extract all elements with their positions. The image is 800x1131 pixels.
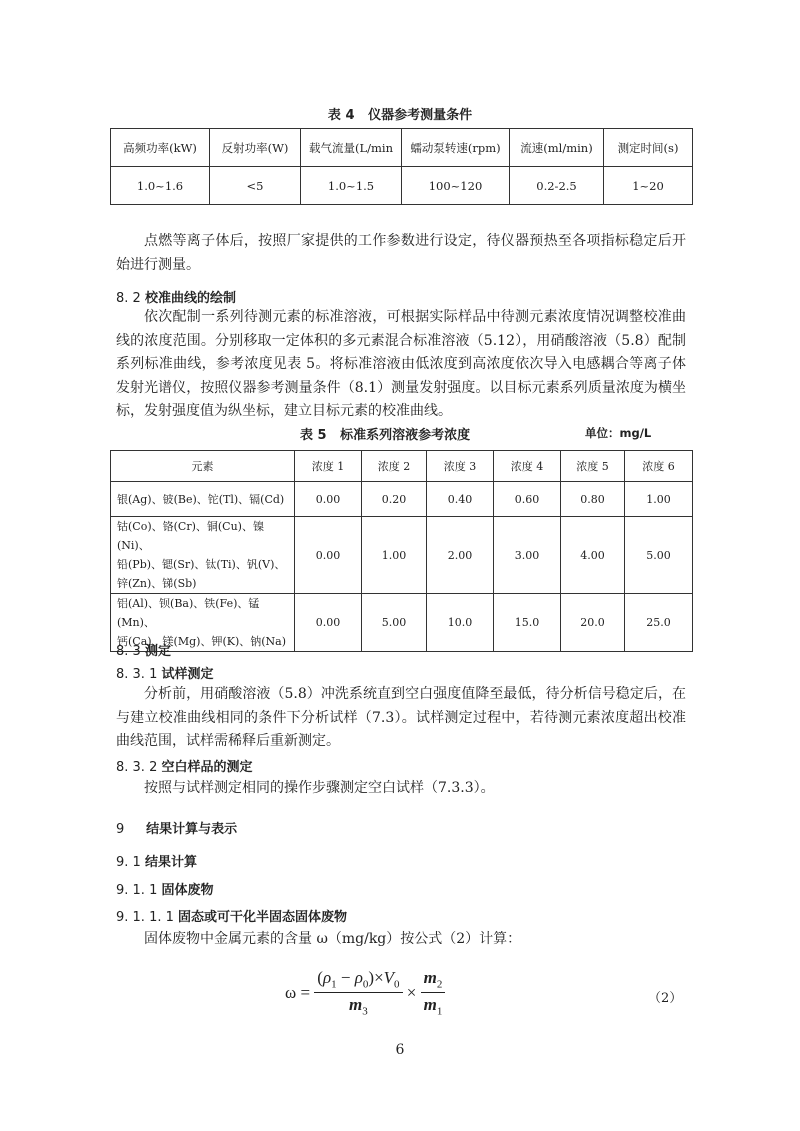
- table-cell: 25.0: [625, 594, 693, 652]
- section-title: 校准曲线的绘制: [144, 291, 236, 306]
- table-header-row: [111, 129, 693, 167]
- table-cell: 浓度 4: [494, 451, 561, 482]
- table-cell: 15.0: [494, 594, 561, 652]
- subscript: 1: [436, 1005, 443, 1018]
- table-cell: 100~120: [402, 167, 510, 205]
- formula-number: （2）: [648, 991, 683, 1006]
- table4: [110, 128, 693, 205]
- table-cell: 5.00: [362, 594, 427, 652]
- section-number: 9. 1: [116, 855, 141, 870]
- table-cell: 0.60: [494, 482, 561, 517]
- table-cell: 浓度 3: [427, 451, 494, 482]
- formula-denominator: [314, 993, 402, 1017]
- section-number: 9. 1. 1. 1: [116, 910, 174, 925]
- table-cell: 蠕动泵转速(rpm): [402, 129, 510, 167]
- section-heading-9: [116, 818, 237, 837]
- section-heading-9-1-1: [116, 879, 214, 898]
- section-heading-8-3: [116, 640, 171, 659]
- subscript: 0: [394, 978, 400, 991]
- formula-denominator: [421, 993, 446, 1017]
- element-line: 锌(Zn)、锑(Sb): [117, 577, 197, 590]
- minus-sign: −: [340, 968, 351, 987]
- table-cell: 5.00: [625, 517, 693, 594]
- table-cell: 1.00: [362, 517, 427, 594]
- paragraph: 按照与试样测定相同的操作步骤测定空白试样（7.3.3）。: [144, 780, 495, 796]
- page-number: 6: [395, 1042, 405, 1058]
- table-cell: 1~20: [604, 167, 693, 205]
- section-heading-8-3-2: [116, 756, 253, 775]
- table-cell: 浓度 6: [625, 451, 693, 482]
- paragraph: 点燃等离子体后，按照厂家提供的工作参数进行设定，待仪器预热至各项指标稳定后开始进行测量。: [116, 233, 686, 273]
- table-cell: 0.00: [295, 517, 362, 594]
- table-cell: 3.00: [494, 517, 561, 594]
- table-cell: 2.00: [427, 517, 494, 594]
- subscript: 2: [436, 978, 443, 991]
- element-line: 铅(Pb)、锶(Sr)、钛(Ti)、钒(V)、: [117, 558, 286, 571]
- v-symbol: V: [383, 968, 395, 987]
- times-sign: ×: [406, 982, 417, 1002]
- formula-2: [285, 968, 445, 1018]
- table-cell: 0.20: [362, 482, 427, 517]
- section-title: 结果计算: [144, 855, 197, 870]
- element-line: 钴(Co)、铬(Cr)、铜(Cu)、镍(Ni)、: [117, 520, 264, 552]
- table-cell: [111, 517, 295, 594]
- section-heading-8-3-1: [116, 663, 214, 682]
- section-number: 8. 2: [116, 291, 141, 306]
- table-cell: 1.00: [625, 482, 693, 517]
- section-title: 结果计算与表示: [146, 822, 238, 837]
- table-cell: 载气流量(L/min: [301, 129, 402, 167]
- section-number: 8. 3. 1: [116, 667, 158, 682]
- table-cell: 0.2-2.5: [510, 167, 604, 205]
- section-heading-9-1: [116, 851, 197, 870]
- table-row: [111, 482, 693, 517]
- table-cell: 元素: [111, 451, 295, 482]
- table-cell: <5: [210, 167, 301, 205]
- m-symbol: m: [423, 968, 437, 987]
- paragraph: 分析前，用硝酸溶液（5.8）冲洗系统直到空白强度值降至最低，待分析信号稳定后，在与建立校准曲线相同的条件下分析试样（7.3）。试样测定过程中，若待测元素浓度超出校准曲线范围，试样需稀释后重新测定。: [116, 686, 686, 749]
- table-row: [111, 167, 693, 205]
- subscript: 3: [362, 1005, 368, 1018]
- table5-caption: 表 5 标准系列溶液参考浓度: [300, 428, 471, 443]
- table5: [110, 450, 693, 652]
- element-line: 银(Ag)、铍(Be)、铊(Tl)、镉(Cd): [117, 492, 285, 506]
- table4-caption: 表 4 仪器参考测量条件: [327, 108, 473, 123]
- table-cell: 10.0: [427, 594, 494, 652]
- section-heading-9-1-1-1: [116, 906, 347, 925]
- table-cell: 0.00: [295, 594, 362, 652]
- section-title: 固体废物: [161, 883, 214, 898]
- section-title: 空白样品的测定: [161, 760, 253, 775]
- table-cell: 4.00: [561, 517, 625, 594]
- formula-fraction-1: [314, 968, 402, 1018]
- table-cell: 20.0: [561, 594, 625, 652]
- rho-symbol: ρ: [322, 968, 332, 987]
- table-header-row: [111, 451, 693, 482]
- table-cell: 测定时间(s): [604, 129, 693, 167]
- section-number: 8. 3. 2: [116, 760, 158, 775]
- section-title: 测定: [144, 644, 171, 659]
- table-cell: 反射功率(W): [210, 129, 301, 167]
- paragraph: 固体废物中金属元素的含量 ω（mg/kg）按公式（2）计算：: [144, 931, 522, 947]
- subscript: 1: [331, 978, 337, 991]
- formula-lhs: ω =: [285, 982, 311, 1002]
- m-symbol: m: [349, 995, 363, 1015]
- m-symbol: m: [423, 995, 437, 1015]
- formula-numerator: $(\rho_1 - \rho_0)\times V_0$: [314, 968, 402, 993]
- element-line: 钙(Ca)、镁(Mg)、钾(K)、钠(Na): [117, 635, 287, 648]
- table-cell: 浓度 2: [362, 451, 427, 482]
- table-row: [111, 517, 693, 594]
- section-title: 固态或可干化半固态固体废物: [178, 910, 348, 925]
- table-cell: 高频功率(kW): [111, 129, 210, 167]
- formula-numerator: [421, 968, 446, 993]
- paragraph: 依次配制一系列待测元素的标准溶液，可根据实际样品中待测元素浓度情况调整校准曲线的浓度范围。分别移取一定体积的多元素混合标准溶液（5.12），用硝酸溶液（5.8）配制系列标准曲线，参考浓度见表 5。将标准溶液由低浓度到高浓度依次导入电感耦合等离子体发射光谱仪，按照仪器参考测量条件（8.1）测量发射强度。以目标元素系列质量浓度为横坐标，发射强度值为纵坐标，建立目标元素的校准曲线。: [116, 309, 686, 419]
- element-line: 铝(Al)、钡(Ba)、铁(Fe)、锰(Mn)、: [117, 597, 260, 629]
- section-title: 试样测定: [161, 667, 214, 682]
- section-number: 9. 1. 1: [116, 883, 158, 898]
- formula-fraction-2: [421, 968, 446, 1018]
- table-cell: 浓度 5: [561, 451, 625, 482]
- table-cell: 1.0~1.5: [301, 167, 402, 205]
- subscript: 0: [362, 978, 369, 991]
- table-cell: 浓度 1: [295, 451, 362, 482]
- table-cell: 流速(ml/min): [510, 129, 604, 167]
- table5-unit: 单位：mg/L: [585, 426, 652, 440]
- table-cell: [111, 482, 295, 517]
- section-heading-8-2: [116, 287, 236, 306]
- table-cell: 1.0~1.6: [111, 167, 210, 205]
- table-cell: 0.80: [561, 482, 625, 517]
- times-sign: ×: [374, 968, 384, 987]
- section-number: 9: [116, 822, 125, 837]
- table-cell: 0.00: [295, 482, 362, 517]
- section-number: 8. 3: [116, 644, 141, 659]
- rho-symbol: ρ: [354, 968, 363, 987]
- table-row: [111, 594, 693, 652]
- table-cell: 0.40: [427, 482, 494, 517]
